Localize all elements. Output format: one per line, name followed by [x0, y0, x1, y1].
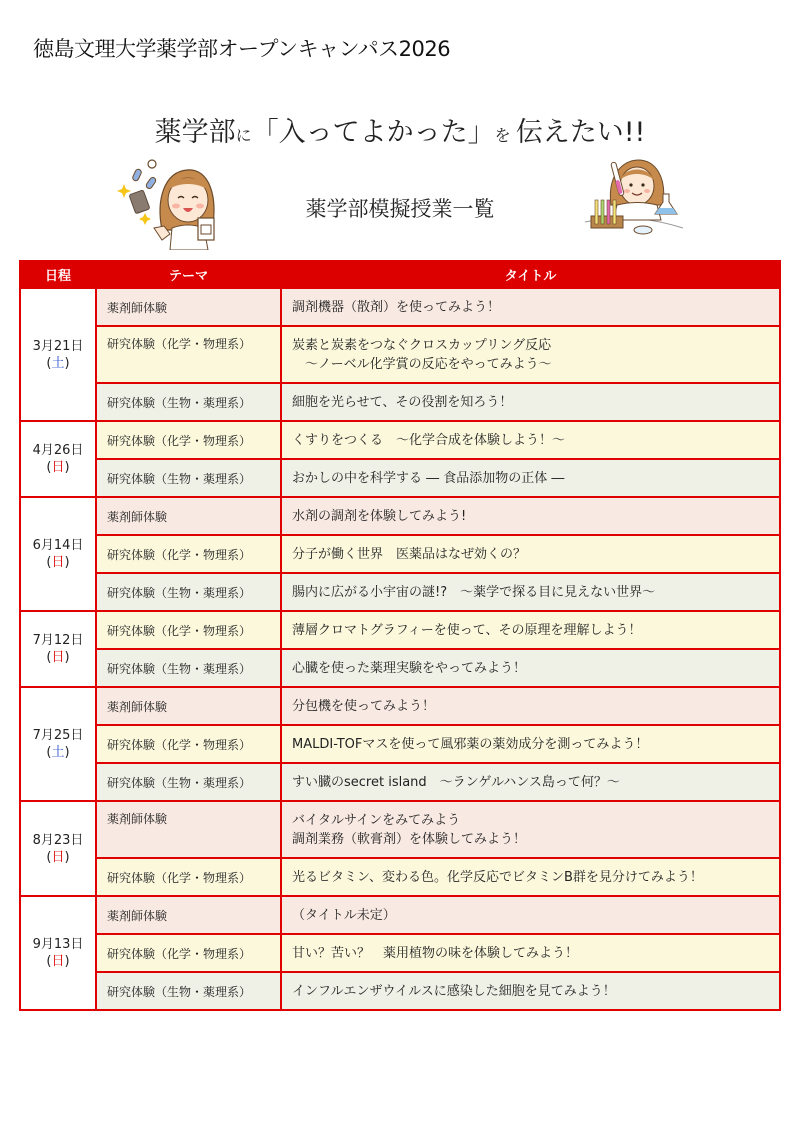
table-header-row [20, 261, 780, 288]
date-label: 3月21日 [32, 338, 84, 354]
weekday: 日 [51, 555, 65, 570]
slogan-part: に [235, 126, 252, 145]
title-line: MALDI-TOFマスを使って風邪薬の薬効成分を測ってみよう！ [292, 736, 649, 752]
date-label: 6月14日 [32, 538, 84, 553]
paren-open: ( [46, 954, 52, 969]
title-line: 炭素と炭素をつなぐクロスカップリング反応 [292, 337, 552, 353]
theme-cell: 研究体験（化学・物理系） [96, 858, 281, 896]
table-row [20, 288, 780, 326]
title-cell [281, 934, 780, 972]
paren-open: ( [46, 849, 52, 865]
theme-cell: 研究体験（化学・物理系） [96, 611, 281, 649]
paren-open: ( [46, 745, 52, 760]
date-cell [20, 497, 96, 611]
title-line: 細胞を光らせて、その役割を知ろう！ [292, 394, 513, 410]
title-line: インフルエンザウイルスに感染した細胞を見てみよう！ [292, 983, 616, 999]
slogan-part: 「入ってよかった」 [251, 117, 495, 148]
date-cell [20, 288, 96, 421]
weekday: 日 [51, 849, 65, 865]
theme-cell: 研究体験（化学・物理系） [96, 725, 281, 763]
title-cell [281, 421, 780, 459]
table-row [20, 611, 780, 649]
title-line: 心臓を使った薬理実験をやってみよう！ [292, 660, 527, 676]
paren-open: ( [46, 460, 52, 475]
table-row [20, 573, 780, 611]
weekday-label [21, 554, 95, 571]
paren-close: ) [64, 555, 70, 570]
theme-cell: 薬剤師体験 [96, 288, 281, 326]
title-cell [281, 687, 780, 725]
weekday: 日 [51, 954, 65, 969]
paren-close: ) [64, 849, 70, 865]
weekday: 土 [51, 745, 65, 760]
theme-cell: 研究体験（生物・薬理系） [96, 972, 281, 1010]
title-cell [281, 972, 780, 1010]
paren-close: ) [64, 954, 70, 969]
theme-cell: 薬剤師体験 [96, 497, 281, 535]
weekday-label [21, 744, 95, 761]
title-cell [281, 383, 780, 421]
title-cell [281, 649, 780, 687]
table-body [20, 288, 780, 1010]
column-header-title: タイトル [281, 261, 780, 288]
document-title: 徳島文理大学薬学部オープンキャンパス2026 [33, 37, 451, 61]
weekday-label [21, 459, 95, 476]
weekday-label [21, 355, 95, 372]
theme-cell: 研究体験（生物・薬理系） [96, 459, 281, 497]
title-line: 光るビタミン、変わる色。化学反応でビタミンB群を見分けてみよう！ [292, 869, 703, 885]
title-cell [281, 535, 780, 573]
slogan-part: 伝えたい!! [515, 117, 646, 148]
title-line: 薄層クロマトグラフィーを使って、その原理を理解しよう！ [292, 622, 642, 638]
date-label: 4月26日 [32, 443, 84, 458]
title-line: （タイトル未定） [292, 907, 396, 923]
slogan-part: 薬学部 [154, 117, 236, 148]
paren-close: ) [64, 355, 70, 371]
date-label: 7月12日 [32, 633, 84, 648]
paren-open: ( [46, 555, 52, 570]
paren-open: ( [46, 650, 52, 665]
theme-cell: 研究体験（生物・薬理系） [96, 649, 281, 687]
table-row [20, 896, 780, 934]
title-line: 調剤業務（軟膏剤）を体験してみよう！ [292, 831, 527, 847]
title-line: 分包機を使ってみよう！ [292, 698, 436, 714]
title-line: 分子が働く世界 医薬品はなぜ効くの？ [292, 546, 527, 562]
table-row [20, 972, 780, 1010]
table-row [20, 535, 780, 573]
title-cell [281, 611, 780, 649]
table-row [20, 383, 780, 421]
table-row [20, 934, 780, 972]
slogan-part: を [494, 126, 511, 145]
title-cell [281, 801, 780, 858]
title-cell [281, 459, 780, 497]
date-label: 7月25日 [32, 728, 84, 743]
column-header-theme: テーマ [96, 261, 281, 288]
weekday: 土 [51, 355, 65, 371]
weekday-label [21, 649, 95, 666]
title-cell [281, 725, 780, 763]
date-cell [20, 611, 96, 687]
paren-open: ( [46, 355, 52, 371]
scientist-illustration [583, 150, 688, 250]
title-line: バイタルサインをみてみよう [292, 812, 461, 828]
date-cell [20, 896, 96, 1010]
theme-cell: 薬剤師体験 [96, 896, 281, 934]
title-line: 腸内に広がる小宇宙の謎!? ～薬学で探る目に見えない世界～ [292, 584, 656, 600]
title-line: おかしの中を科学する ― 食品添加物の正体 ― [292, 470, 565, 486]
theme-cell: 研究体験（化学・物理系） [96, 326, 281, 383]
date-cell [20, 421, 96, 497]
title-cell [281, 763, 780, 801]
title-cell [281, 288, 780, 326]
title-line: くすりをつくる ～化学合成を体験しよう！～ [292, 432, 566, 448]
table-row [20, 763, 780, 801]
date-label: 9月13日 [32, 937, 84, 952]
theme-cell: 研究体験（化学・物理系） [96, 421, 281, 459]
table-row [20, 649, 780, 687]
weekday: 日 [51, 650, 65, 665]
title-line: 甘い？苦い？ 薬用植物の味を体験してみよう！ [292, 945, 579, 961]
table-row [20, 687, 780, 725]
table-row [20, 725, 780, 763]
title-line: ～ノーベル化学賞の反応をやってみよう～ [292, 356, 552, 372]
theme-cell: 研究体験（化学・物理系） [96, 934, 281, 972]
paren-close: ) [64, 650, 70, 665]
table-row [20, 858, 780, 896]
table-row [20, 801, 780, 858]
paren-close: ) [64, 745, 70, 760]
title-cell [281, 858, 780, 896]
title-cell [281, 896, 780, 934]
paren-close: ) [64, 460, 70, 475]
table-row [20, 459, 780, 497]
title-line: 水剤の調剤を体験してみよう! [292, 508, 467, 524]
theme-cell: 薬剤師体験 [96, 801, 281, 858]
weekday: 日 [51, 460, 65, 475]
title-cell [281, 497, 780, 535]
mock-lecture-table [19, 260, 781, 1011]
title-cell [281, 573, 780, 611]
table-row [20, 421, 780, 459]
date-cell [20, 801, 96, 896]
slogan [0, 110, 800, 149]
column-header-date: 日程 [20, 261, 96, 288]
theme-cell: 研究体験（生物・薬理系） [96, 383, 281, 421]
table-row [20, 326, 780, 383]
weekday-label [21, 849, 95, 866]
theme-cell: 研究体験（生物・薬理系） [96, 763, 281, 801]
weekday-label [21, 953, 95, 970]
title-line: すい臓のsecret island ～ランゲルハンス島って何？～ [292, 774, 620, 790]
table-row [20, 497, 780, 535]
theme-cell: 研究体験（化学・物理系） [96, 535, 281, 573]
title-line: 調剤機器（散剤）を使ってみよう！ [292, 299, 501, 315]
theme-cell: 研究体験（生物・薬理系） [96, 573, 281, 611]
page-subtitle: 薬学部模擬授業一覧 [305, 197, 495, 221]
theme-cell: 薬剤師体験 [96, 687, 281, 725]
date-cell [20, 687, 96, 801]
date-label: 8月23日 [32, 832, 84, 848]
title-cell [281, 326, 780, 383]
